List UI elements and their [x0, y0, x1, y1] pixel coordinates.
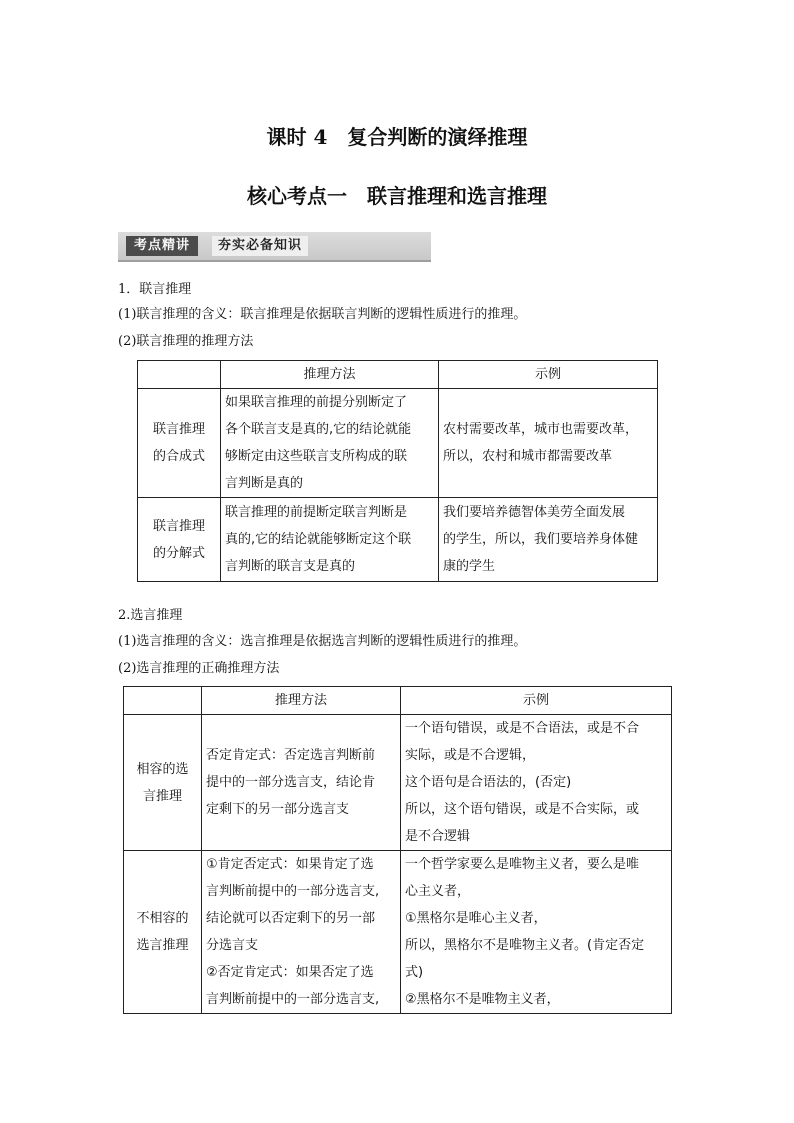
row-label [138, 498, 221, 582]
method-line: 如果联言推理的前提分别断定了 [225, 395, 408, 410]
method-line: 否定肯定式：否定选言判断前 [206, 748, 376, 763]
row-label-line: 言推理 [142, 788, 182, 804]
method-line: 各个联言支是真的,它的结论就能 [225, 422, 412, 437]
header-example: 示例 [439, 361, 658, 389]
conjunctive-inference-table [137, 360, 658, 582]
example-line: 所以，黑格尔不是唯物主义者。(肯定否定 [405, 938, 645, 953]
example-cell [439, 389, 658, 498]
row-label-line: 不相容的 [136, 911, 189, 926]
method-cell [202, 851, 401, 1014]
s2-definition: (1)选言推理的含义：选言推理是依据选言判断的逻辑性质进行的推理。 [118, 634, 527, 649]
table-header-row [124, 687, 672, 715]
s1-definition: (1)联言推理的含义：联言推理是依据联言判断的逻辑性质进行的推理。 [118, 307, 527, 322]
method-line: 言判断是真的 [225, 476, 304, 491]
example-line: 我们要培养德智体美劳全面发展 [443, 505, 626, 520]
example-line: 农村需要改革，城市也需要改革， [443, 422, 639, 437]
table-row [138, 498, 658, 582]
row-label [124, 715, 202, 851]
method-line: ②否定肯定式：如果否定了选 [206, 965, 374, 980]
header-example: 示例 [401, 687, 672, 715]
method-line: 结论就可以否定剩下的另一部 [206, 911, 376, 926]
method-line: 分选言支 [206, 938, 259, 953]
example-cell [401, 715, 672, 851]
header-method: 推理方法 [221, 361, 439, 389]
table-header-row [138, 361, 658, 389]
example-line: 心主义者， [405, 884, 471, 899]
example-line: 实际，或是不合逻辑， [405, 748, 536, 763]
example-line: 康的学生 [443, 559, 496, 574]
example-line: 这个语句是合语法的，(否定) [405, 775, 572, 790]
row-label [138, 389, 221, 498]
example-line: 式) [405, 965, 424, 980]
s2-heading: 2.选言推理 [118, 608, 183, 623]
method-line: ①肯定否定式：如果肯定了选 [206, 857, 374, 872]
header-blank [124, 687, 202, 715]
method-cell [202, 715, 401, 851]
section-banner [118, 232, 431, 262]
example-line: 的学生，所以，我们要培养身体健 [443, 532, 639, 547]
section-title: 核心考点一 联言推理和选言推理 [247, 184, 547, 208]
table-row [124, 851, 672, 1014]
s1-heading: 1．联言推理 [118, 282, 192, 297]
row-label-line: 的合成式 [152, 449, 205, 464]
example-line: ②黑格尔不是唯物主义者， [405, 992, 560, 1007]
disjunctive-inference-table [123, 686, 672, 1014]
s2-method-heading: (2)选言推理的正确推理方法 [118, 661, 280, 676]
example-cell [401, 851, 672, 1014]
banner-label-light: 夯实必备知识 [212, 236, 308, 256]
row-label-line: 联言推理 [152, 518, 205, 534]
example-line: 一个语句错误，或是不合语法，或是不合 [405, 721, 640, 736]
header-method: 推理方法 [202, 687, 401, 715]
method-line: 定剩下的另一部分选言支 [206, 802, 350, 817]
method-cell [221, 389, 439, 498]
method-line: 提中的一部分选言支，结论肯 [206, 775, 376, 790]
example-line: 所以，这个语句错误，或是不合实际，或 [405, 802, 640, 817]
s1-method-heading: (2)联言推理的推理方法 [118, 334, 254, 349]
example-line: 是不合逻辑 [405, 829, 471, 844]
row-label-line: 联言推理 [152, 422, 205, 437]
method-line: 言判断的联言支是真的 [225, 559, 356, 574]
example-line: ①黑格尔是唯心主义者， [405, 911, 547, 926]
example-line: 所以，农村和城市都需要改革 [443, 449, 613, 464]
example-line: 一个哲学家要么是唯物主义者，要么是唯 [405, 857, 640, 872]
method-line: 真的,它的结论就能够断定这个联 [225, 532, 412, 547]
method-line: 言判断前提中的一部分选言支, [206, 992, 380, 1007]
banner-label-dark: 考点精讲 [126, 236, 198, 256]
row-label-line: 选言推理 [136, 938, 189, 953]
row-label-line: 相容的选 [136, 761, 189, 777]
method-line: 够断定由这些联言支所构成的联 [225, 449, 408, 464]
method-line: 言判断前提中的一部分选言支, [206, 884, 380, 899]
table-row [138, 389, 658, 498]
method-cell [221, 498, 439, 582]
header-blank [138, 361, 221, 389]
method-line: 联言推理的前提断定联言判断是 [225, 505, 408, 520]
lesson-title: 课时 4 复合判断的演绎推理 [266, 125, 528, 149]
table-row [124, 715, 672, 851]
row-label [124, 851, 202, 1014]
row-label-line: 的分解式 [152, 545, 205, 561]
example-cell [439, 498, 658, 582]
